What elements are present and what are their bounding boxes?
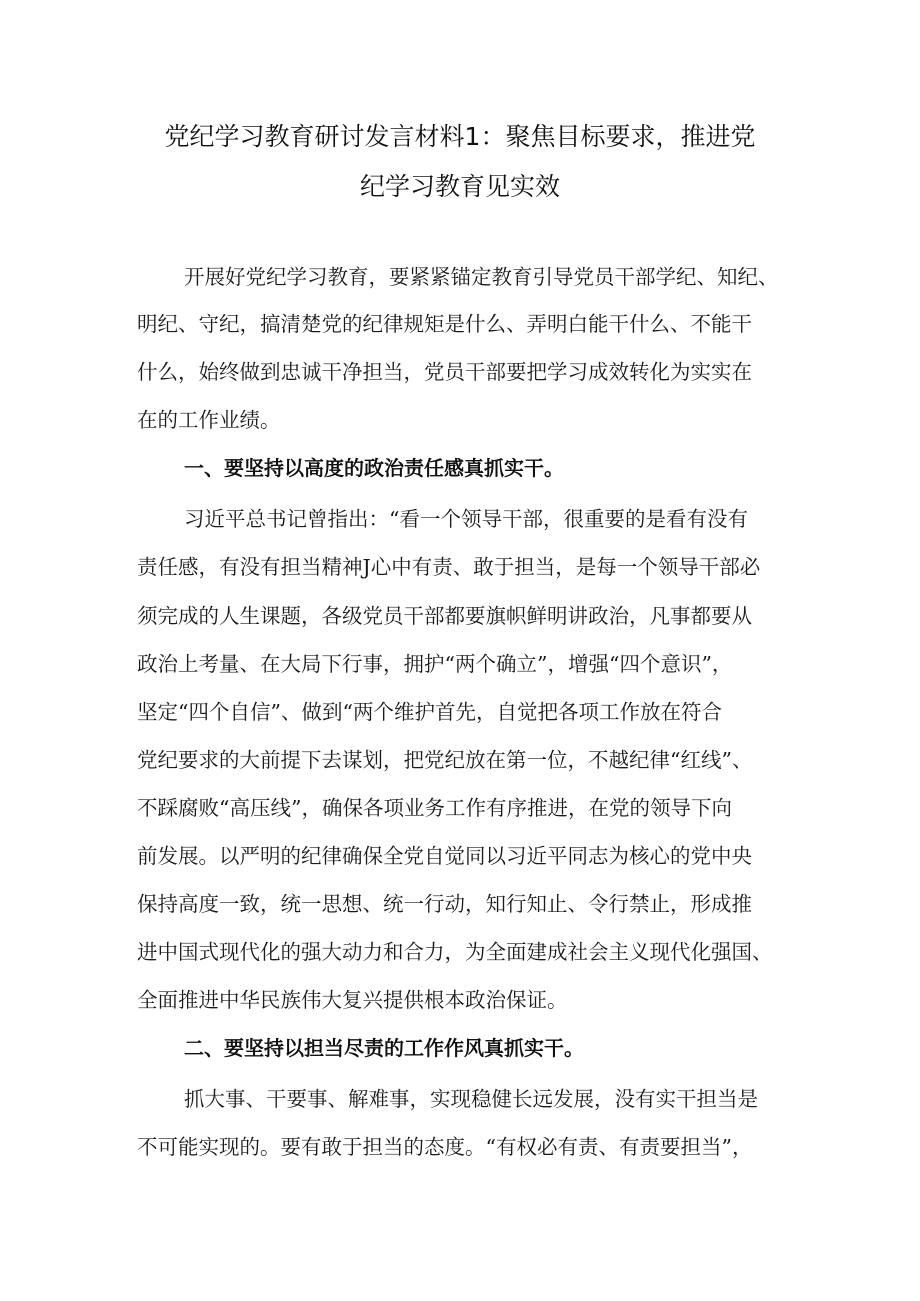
paragraph-line: 进中国式现代化的强大动力和合力，为全面建成社会主义现代化强国、 [137,940,773,964]
paragraph-line: 明纪、守纪，搞清楚党的纪律规矩是什么、弄明白能干什么、不能干 [137,312,752,336]
paragraph-line: 不可能实现的。要有敢于担当的态度。“有权必有责、有责要担当”， [137,1135,753,1159]
paragraph-line: 保持高度一致，统一思想、统一行动，知行知止、令行禁止，形成推 [137,892,752,916]
paragraph-line: 前发展。以严明的纪律确保全党自觉同以习近平同志为核心的党中央 [137,844,752,868]
paragraph-line: 全面推进中华民族伟大复兴提供根本政治保证。 [137,988,568,1012]
paragraph-line: 什么，始终做到忠诚干净担当，党员干部要把学习成效转化为实实在 [137,360,752,384]
paragraph-line: 开展好党纪学习教育，要紧紧锚定教育引导党员干部学纪、知纪、 [184,265,779,289]
document-title-line-1: 党纪学习教育研讨发言材料1：聚焦目标要求，推进党 [164,122,756,151]
paragraph-line: 政治上考量、在大局下行事，拥护“两个确立”，增强“四个意识”， [137,652,733,676]
paragraph-line: 党纪要求的大前提下去谋划，把党纪放在第一位，不越纪律“红线”、 [137,748,753,772]
document-title-line-2: 纪学习教育见实效 [359,172,560,201]
paragraph-line: 不踩腐败“高压线”，确保各项业务工作有序推进，在党的领导下向 [137,796,732,820]
section-heading-1: 一、要坚持以高度的政治责任感真抓实干。 [184,456,564,480]
paragraph-line: 责任感，有没有担当精神J心中有责、敢于担当，是每一个领导干部必 [137,555,761,579]
paragraph-line: 坚定“四个自信”、做到“两个维护首先，自觉把各项工作放在符合 [137,700,722,724]
paragraph-line: 须完成的人生课题，各级党员干部都要旗帜鲜明讲政治，凡事都要从 [137,604,752,628]
paragraph-line: 习近平总书记曾指出：“看一个领导干部，很重要的是看有没有 [184,507,748,531]
paragraph-line: 在的工作业绩。 [137,408,281,432]
section-heading-2: 二、要坚持以担当尽责的工作作风真抓实干。 [184,1036,584,1060]
paragraph-line: 抓大事、干要事、解难事，实现稳健长远发展，没有实干担当是 [184,1087,758,1111]
